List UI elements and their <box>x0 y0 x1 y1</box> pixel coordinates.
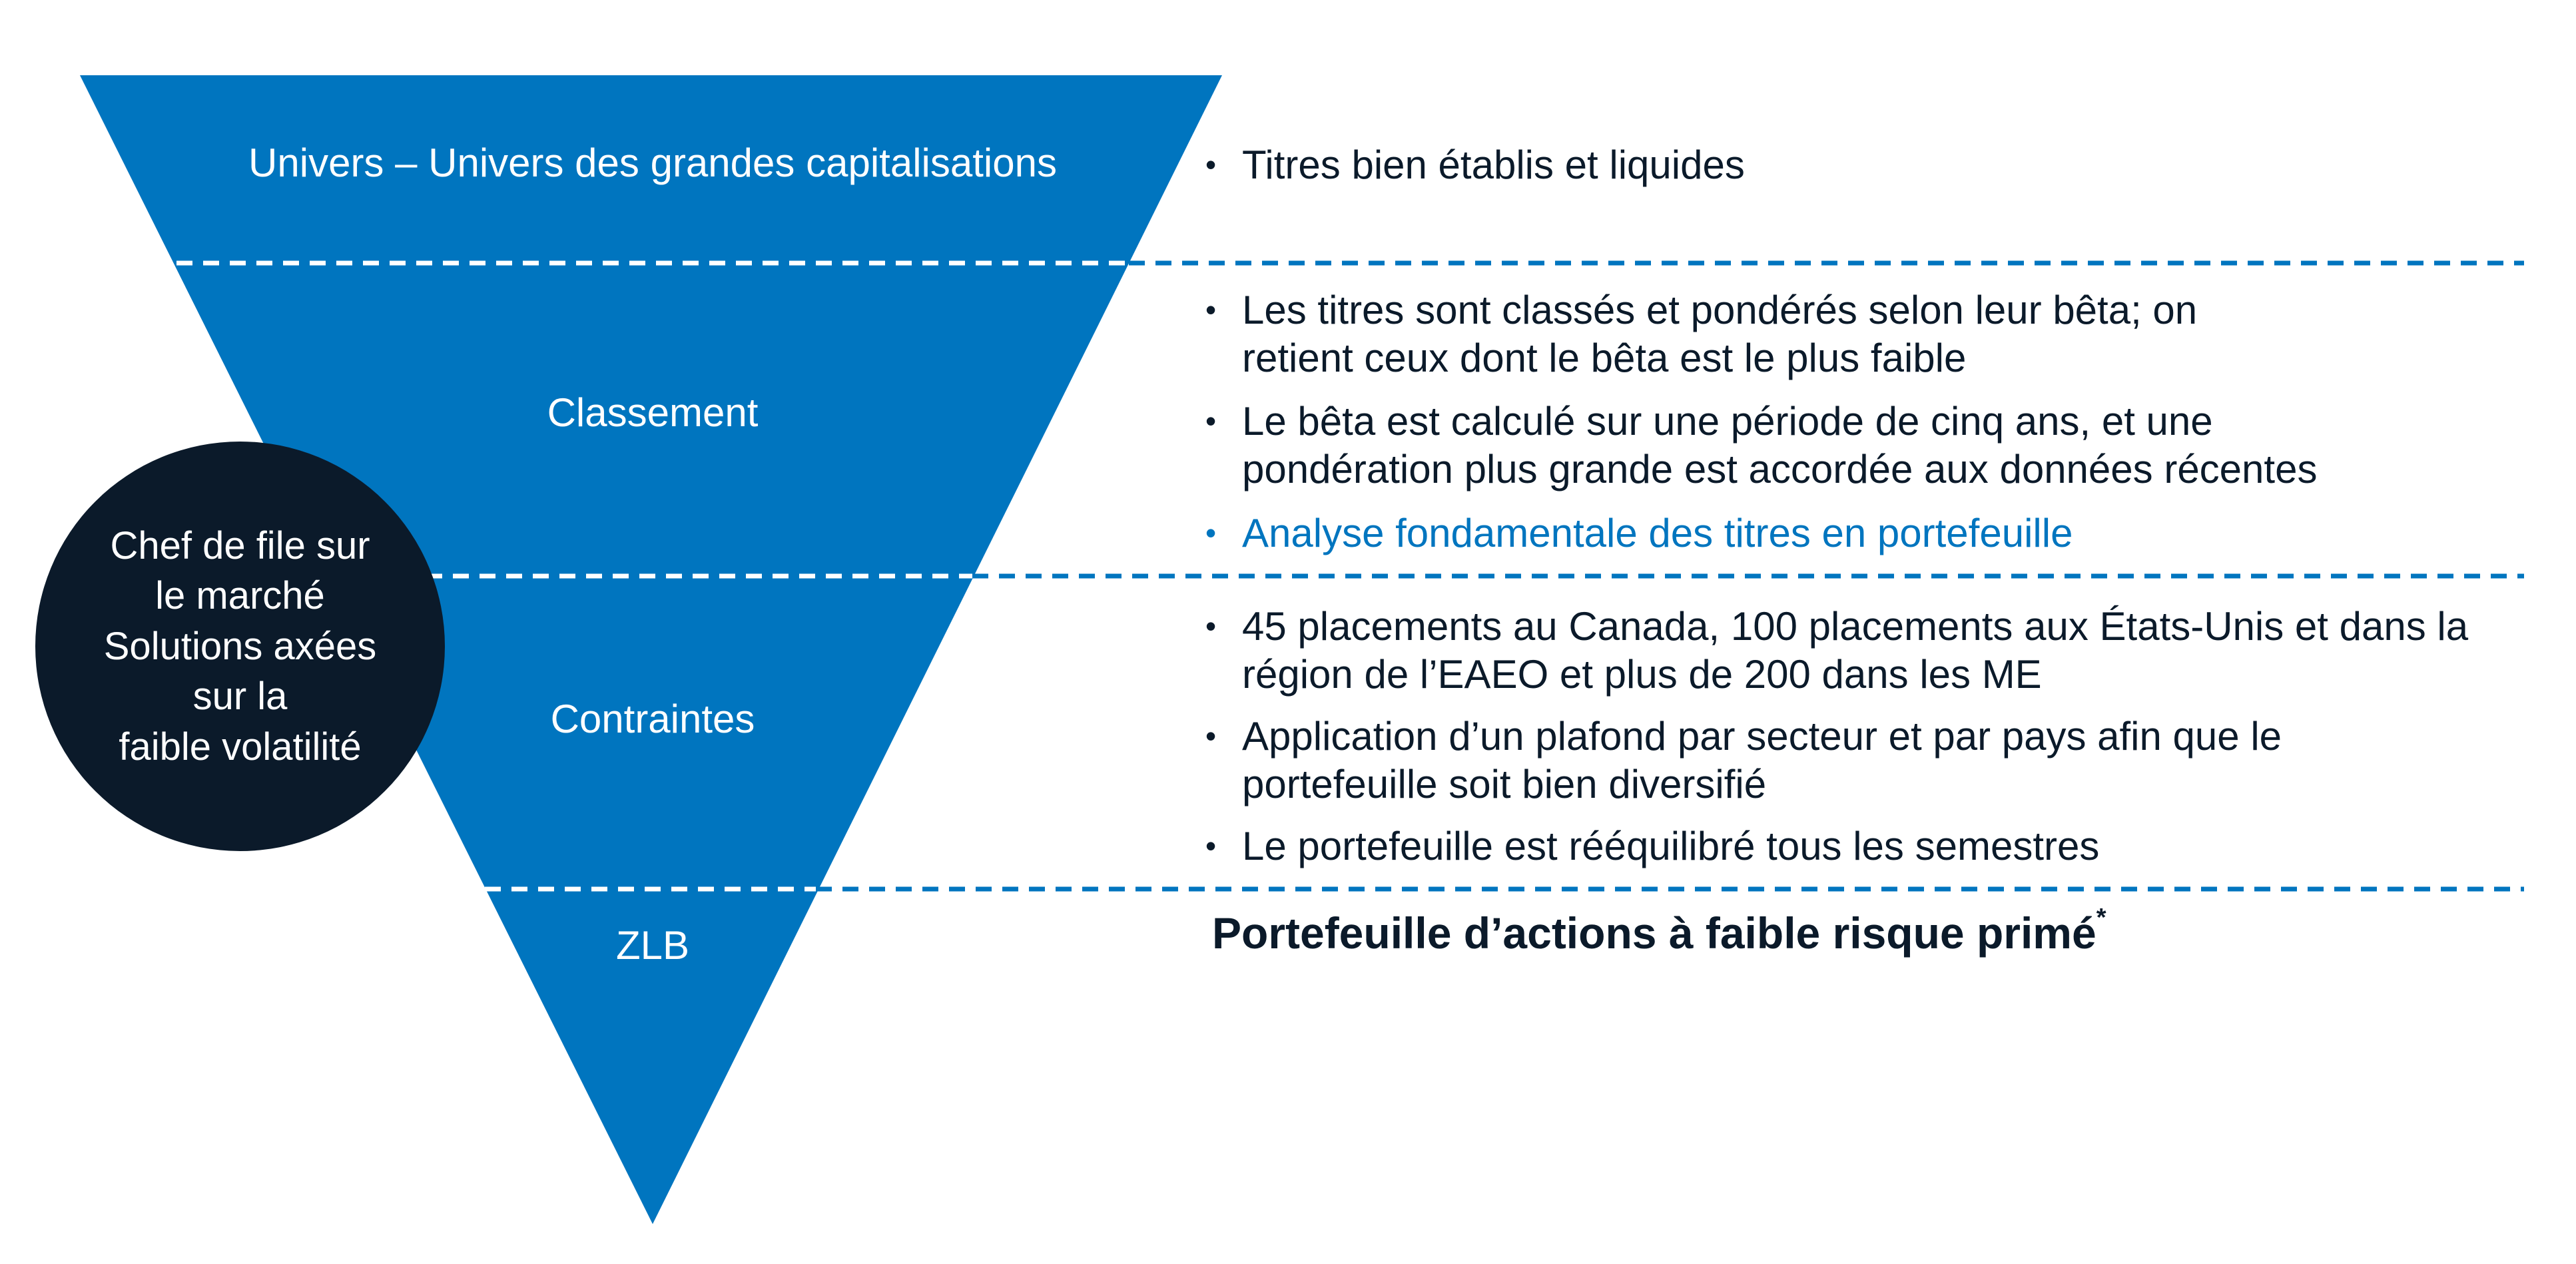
bullet-dot: • <box>1205 609 1217 643</box>
stage-label-classement: Classement <box>547 390 759 435</box>
contraintes-bullet <box>1205 603 2471 699</box>
bullet-dot: • <box>1205 828 1217 863</box>
stage-label-univers: Univers – Univers des grandes capitalisations <box>248 141 1057 185</box>
bullet-dot: • <box>1205 515 1217 550</box>
bullet-text: Analyse fondamentale des titres en portefeuille <box>1242 511 2073 555</box>
contraintes-bullet <box>1205 713 2338 808</box>
bullet-text: Application d’un plafond par secteur et par pays afin que le portefeuille soit bien diversifié <box>1242 714 2282 806</box>
bullet-text: 45 placements au Canada, 100 placements aux États-Unis et dans la région de l’EAEO et plus de 200 dans les ME <box>1242 604 2469 697</box>
classement-bullet-highlight <box>1205 509 2073 557</box>
result-statement <box>1212 904 2106 960</box>
univers-bullet <box>1205 141 1745 189</box>
bullet-dot: • <box>1205 719 1217 753</box>
circle-line: Solutions axées <box>103 624 377 668</box>
bullet-dot: • <box>1205 147 1217 182</box>
circle-line: sur la <box>192 675 288 719</box>
bullet-text: Les titres sont classés et pondérés selon leur bêta; on retient ceux dont le bêta est le plus faible <box>1242 288 2198 380</box>
classement-bullet <box>1205 286 2304 382</box>
circle-line: faible volatilité <box>119 725 362 769</box>
bullet-text: Titres bien établis et liquides <box>1242 143 1745 187</box>
leader-circle <box>35 442 445 851</box>
bullet-text: Le bêta est calculé sur une période de cinq ans, et une pondération plus grande est accordée aux données récentes <box>1242 399 2318 491</box>
result-text: Portefeuille d’actions à faible risque primé <box>1212 908 2096 958</box>
bullet-dot: • <box>1205 292 1217 327</box>
result-footnote-mark: * <box>2096 904 2106 932</box>
classement-bullet <box>1205 398 2417 493</box>
bullet-text: Le portefeuille est rééquilibré tous les semestres <box>1242 824 2100 868</box>
leader-circle-text <box>104 521 376 772</box>
circle-line: le marché <box>155 574 325 618</box>
bullet-dot: • <box>1205 404 1217 438</box>
stage-label-contraintes: Contraintes <box>550 697 755 741</box>
contraintes-bullet <box>1205 822 2099 870</box>
circle-line: Chef de file sur <box>110 524 370 568</box>
stage-label-zlb: ZLB <box>615 923 690 968</box>
